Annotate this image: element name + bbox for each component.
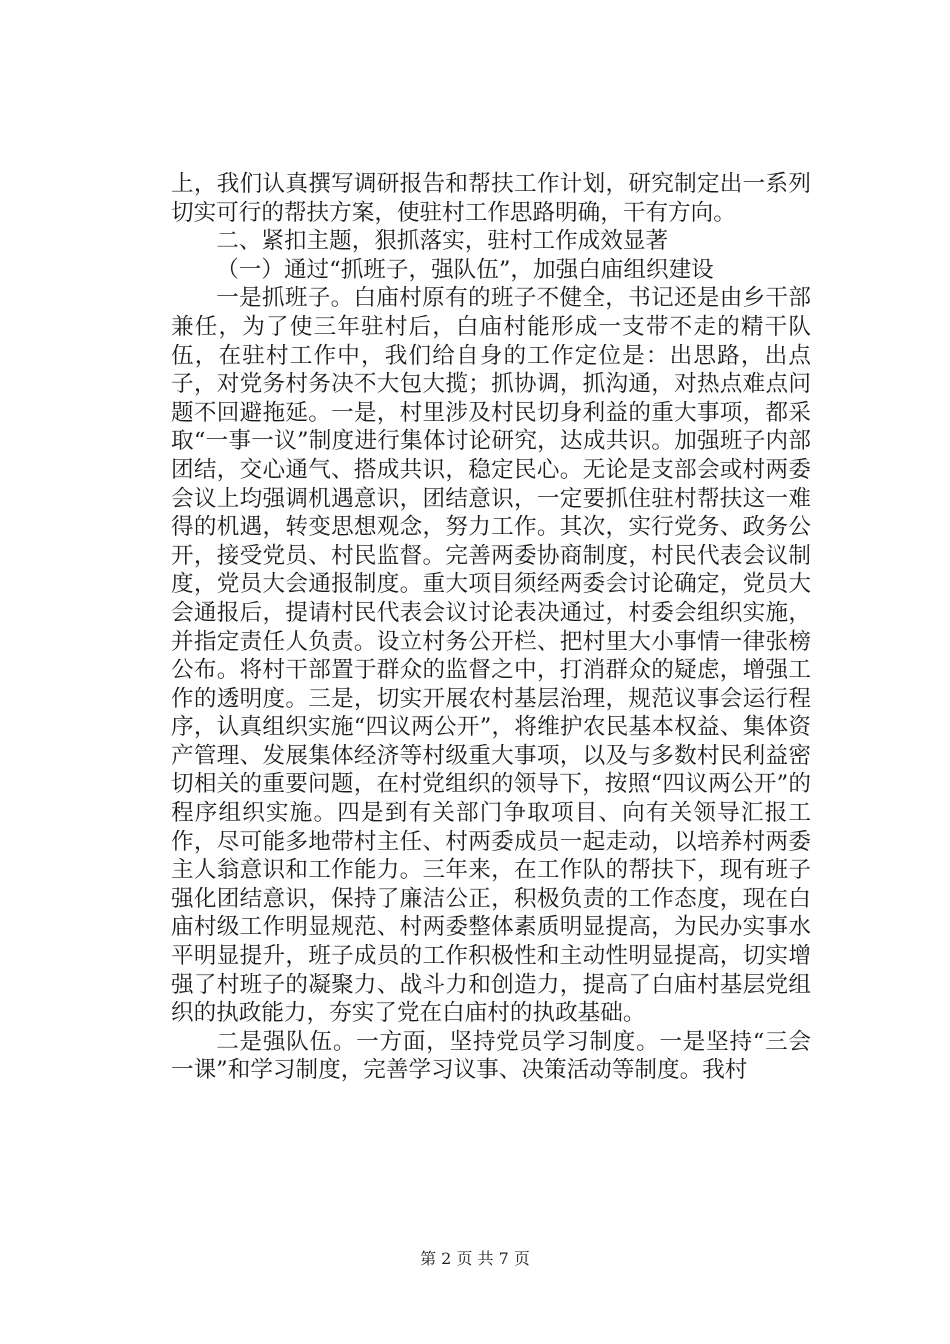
section-heading: 二、紧扣主题，狠抓落实，驻村工作成效显著 [216, 228, 669, 255]
document-body [171, 170, 811, 1085]
page-number-footer: 第 2 页 共 7 页 [420, 1249, 530, 1268]
paragraph-continuation: 上，我们认真撰写调研报告和帮扶工作计划，研究制定出一系列切实可行的帮扶方案，使驻村工作思路明确，干有方向。 [171, 171, 811, 226]
paragraph-team-building: 一是抓班子。白庙村原有的班子不健全，书记还是由乡干部兼任，为了使三年驻村后，白庙村能形成一支带不走的精干队伍，在驻村工作中，我们给自身的工作定位是：出思路，出点子，对党务村务决不大包大揽；抓协调，抓沟通，对热点难点问题不回避拖延。一是，村里涉及村民切身利益的重大事项，都采取“一事一议”制度进行集体讨论研究，达成共识。加强班子内部团结，交心通气、搭成共识，稳定民心。无论是支部会或村两委会议上均强调机遇意识，团结意识，一定要抓住驻村帮扶这一难得的机遇，转变思想观念，努力工作。其次，实行党务、政务公开，接受党员、村民监督。完善两委协商制度，村民代表会议制度，党员大会通报制度。重大项目须经两委会讨论确定，党员大会通报后，提请村民代表会议讨论表决通过，村委会组织实施，并指定责任人负责。设立村务公开栏、把村里大小事情一律张榜公布。将村干部置于群众的监督之中，打消群众的疑虑，增强工作的透明度。三是，切实开展农村基层治理，规范议事会运行程序，认真组织实施“四议两公开”，将维护农民基本权益、集体资产管理、发展集体经济等村级重大事项，以及与多数村民利益密切相关的重要问题，在村党组织的领导下，按照“四议两公开”的程序组织实施。四是到有关部门争取项目、向有关领导汇报工作，尽可能多地带村主任、村两委成员一起走动，以培养村两委主人翁意识和工作能力。三年来，在工作队的帮扶下，现有班子强化团结意识，保持了廉洁公正，积极负责的工作态度，现在白庙村级工作明显规范、村两委整体素质明显提高，为民办实事水平明显提升，班子成员的工作积极性和主动性明显提高，切实增强了村班子的凝聚力、战斗力和创造力，提高了白庙村基层党组织的执政能力，夯实了党在白庙村的执政基础。 [171, 285, 811, 1027]
paragraph-strengthen-ranks: 二是强队伍。一方面，坚持党员学习制度。一是坚持“三会一课”和学习制度，完善学习议事、决策活动等制度。我村 [171, 1028, 811, 1084]
subsection-heading: （一）通过“抓班子，强队伍”，加强白庙组织建设 [216, 256, 714, 283]
